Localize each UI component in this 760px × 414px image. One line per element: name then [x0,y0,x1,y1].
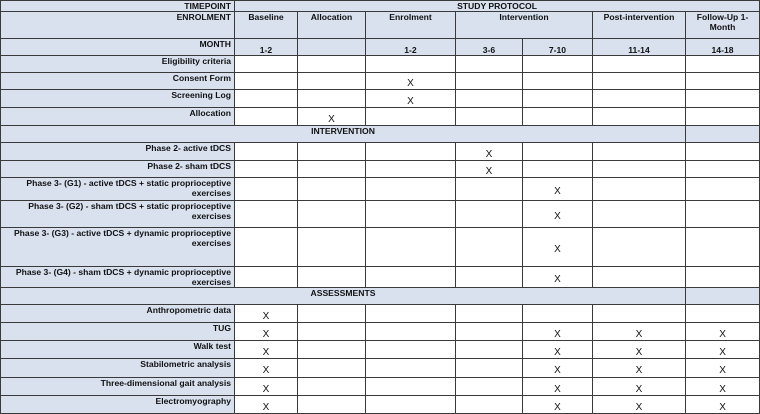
schedule-mark: X [485,166,493,177]
row-label: TUG [1,323,235,341]
schedule-cell [593,161,686,178]
row-label: Phase 3- (G4) - sham tDCS + dynamic proprioceptive exercises [1,267,235,288]
phase-enrolment: Enrolment [366,12,456,39]
intervention-title: INTERVENTION [1,126,686,143]
schedule-mark: X [328,113,335,125]
schedule-cell [686,108,760,126]
schedule-mark: X [554,244,561,255]
schedule-cell [456,323,523,341]
schedule-cell [593,201,686,228]
schedule-cell [366,201,456,228]
schedule-cell [366,228,456,267]
schedule-cell [456,305,523,323]
phase-intervention: Intervention [456,12,593,39]
row-label: Eligibility criteria [1,56,235,73]
schedule-mark: X [554,365,561,376]
schedule-cell [523,201,593,228]
schedule-mark: X [635,365,643,376]
schedule-cell [593,143,686,161]
schedule-cell [235,108,298,126]
schedule-cell [593,56,686,73]
schedule-cell [523,323,593,341]
schedule-cell [366,56,456,73]
schedule-cell [235,201,298,228]
schedule-mark: X [262,346,270,358]
month-label: MONTH [1,39,235,56]
schedule-cell [366,267,456,288]
month-value: 11-14 [593,39,686,56]
table-row [1,161,760,178]
schedule-cell [235,90,298,108]
schedule-cell [593,341,686,359]
schedule-cell [593,108,686,126]
schedule-cell [523,143,593,161]
schedule-cell [366,90,456,108]
schedule-cell [593,73,686,90]
schedule-mark: X [262,365,270,376]
month-value [298,39,366,56]
schedule-cell [366,359,456,378]
schedule-mark: X [554,186,561,197]
row-label: Screening Log [1,90,235,108]
schedule-cell [456,178,523,201]
schedule-cell [593,178,686,201]
schedule-mark: X [262,310,270,322]
schedule-mark: X [554,211,561,222]
schedule-mark: X [554,346,561,358]
schedule-cell [235,341,298,359]
schedule-cell [456,359,523,378]
schedule-cell [366,73,456,90]
table-row [1,359,760,378]
row-label: Phase 2- active tDCS [1,143,235,161]
row-label: Phase 3- (G1) - active tDCS + static proprioceptive exercises [1,178,235,201]
table-row [1,228,760,267]
enrolment-section [1,56,760,126]
schedule-mark: X [554,383,561,395]
schedule-cell [298,178,366,201]
schedule-cell [593,378,686,396]
schedule-cell [298,305,366,323]
intervention-band [1,126,760,143]
schedule-cell [523,73,593,90]
schedule-mark: X [719,365,726,376]
assessments-title: ASSESSMENTS [1,288,686,305]
schedule-cell [298,323,366,341]
schedule-mark: X [554,274,561,285]
schedule-mark: X [262,401,270,413]
schedule-mark: X [635,383,643,395]
schedule-cell [235,143,298,161]
schedule-cell [298,378,366,396]
band-spacer [686,288,760,305]
schedule-cell [298,228,366,267]
schedule-mark: X [635,328,643,340]
table-row [1,323,760,341]
schedule-mark: X [407,95,414,107]
schedule-cell [456,73,523,90]
schedule-cell [523,228,593,267]
phase-header-row [1,12,760,39]
schedule-cell [523,56,593,73]
schedule-cell [235,359,298,378]
schedule-cell [523,305,593,323]
schedule-cell [523,178,593,201]
schedule-cell [456,161,523,178]
month-row [1,39,760,56]
schedule-cell [523,378,593,396]
schedule-cell [686,56,760,73]
schedule-cell [686,359,760,378]
schedule-cell [686,73,760,90]
schedule-cell [235,378,298,396]
schedule-cell [235,161,298,178]
table-row [1,108,760,126]
schedule-cell [686,305,760,323]
schedule-cell [298,56,366,73]
schedule-mark: X [554,328,561,340]
schedule-cell [523,267,593,288]
schedule-cell [686,143,760,161]
month-value: 7-10 [523,39,593,56]
schedule-cell [456,378,523,396]
schedule-cell [456,267,523,288]
schedule-mark: X [262,383,270,395]
schedule-cell [235,323,298,341]
schedule-cell [523,90,593,108]
schedule-cell [298,201,366,228]
row-label: Consent Form [1,73,235,90]
schedule-cell [686,228,760,267]
schedule-cell [366,378,456,396]
schedule-cell [298,341,366,359]
schedule-cell [366,143,456,161]
schedule-cell [235,267,298,288]
month-value: 14-18 [686,39,760,56]
table-row [1,305,760,323]
schedule-mark: X [719,383,726,395]
schedule-cell [523,359,593,378]
schedule-cell [298,90,366,108]
timepoint-label: TIMEPOINT [1,1,235,12]
schedule-cell [686,378,760,396]
schedule-cell [456,90,523,108]
schedule-cell [593,228,686,267]
table-row [1,201,760,228]
schedule-cell [298,73,366,90]
schedule-cell [235,305,298,323]
schedule-cell [593,267,686,288]
schedule-cell [456,143,523,161]
schedule-mark: X [262,328,270,340]
schedule-cell [235,178,298,201]
schedule-cell [686,341,760,359]
schedule-cell [298,108,366,126]
schedule-mark: X [719,346,726,358]
month-value: 3-6 [456,39,523,56]
schedule-cell [523,341,593,359]
schedule-cell [456,56,523,73]
schedule-cell [593,90,686,108]
schedule-cell [456,201,523,228]
timepoint-row [1,1,760,12]
schedule-cell [686,90,760,108]
row-label: Phase 3- (G3) - active tDCS + dynamic proprioceptive exercises [1,228,235,267]
schedule-mark: X [719,328,726,340]
schedule-mark: X [635,401,643,413]
schedule-mark: X [719,401,726,413]
phase-allocation: Allocation [298,12,366,39]
table-row [1,378,760,396]
table-row [1,73,760,90]
table-row [1,143,760,161]
band-spacer [686,126,760,143]
schedule-mark: X [485,148,493,160]
schedule-cell [593,323,686,341]
schedule-cell [593,359,686,378]
schedule-mark: X [635,346,643,358]
schedule-cell [456,341,523,359]
row-label: Phase 2- sham tDCS [1,161,235,178]
table-row [1,267,760,288]
schedule-cell [366,108,456,126]
schedule-cell [686,161,760,178]
table-row [1,178,760,201]
schedule-cell [298,359,366,378]
schedule-cell [366,161,456,178]
phase-follow-up: Follow-Up 1-Month [686,12,760,39]
schedule-cell [593,305,686,323]
schedule-cell [456,228,523,267]
study-protocol-title: STUDY PROTOCOL [235,1,760,12]
schedule-cell [366,323,456,341]
row-label: Walk test [1,341,235,359]
schedule-cell [523,161,593,178]
schedule-cell [366,341,456,359]
phase-post-intervention: Post-intervention [593,12,686,39]
row-label: Phase 3- (G2) - sham tDCS + static proprioceptive exercises [1,201,235,228]
schedule-cell [686,201,760,228]
table-row [1,341,760,359]
schedule-cell [298,161,366,178]
row-label: Stabilometric analysis [1,359,235,378]
schedule-cell [686,267,760,288]
month-value: 1-2 [235,39,298,56]
table-row [1,90,760,108]
schedule-mark: X [554,401,561,413]
schedule-cell [235,56,298,73]
schedule-cell [235,73,298,90]
assessments-band [1,288,760,305]
schedule-cell [686,178,760,201]
schedule-cell [523,108,593,126]
row-label: Allocation [1,108,235,126]
schedule-cell [366,178,456,201]
enrolment-label: ENROLMENT [1,12,235,39]
phase-baseline: Baseline [235,12,298,39]
schedule-cell [298,143,366,161]
table-row [1,56,760,73]
assessments-section [1,305,760,414]
schedule-cell [686,323,760,341]
schedule-mark: X [407,78,414,89]
intervention-section [1,143,760,288]
schedule-cell [235,228,298,267]
row-label: Anthropometric data [1,305,235,323]
schedule-cell [366,305,456,323]
row-label: Electromyography [1,396,235,414]
schedule-cell [456,108,523,126]
schedule-cell [298,267,366,288]
month-value: 1-2 [366,39,456,56]
row-label: Three-dimensional gait analysis [1,378,235,396]
